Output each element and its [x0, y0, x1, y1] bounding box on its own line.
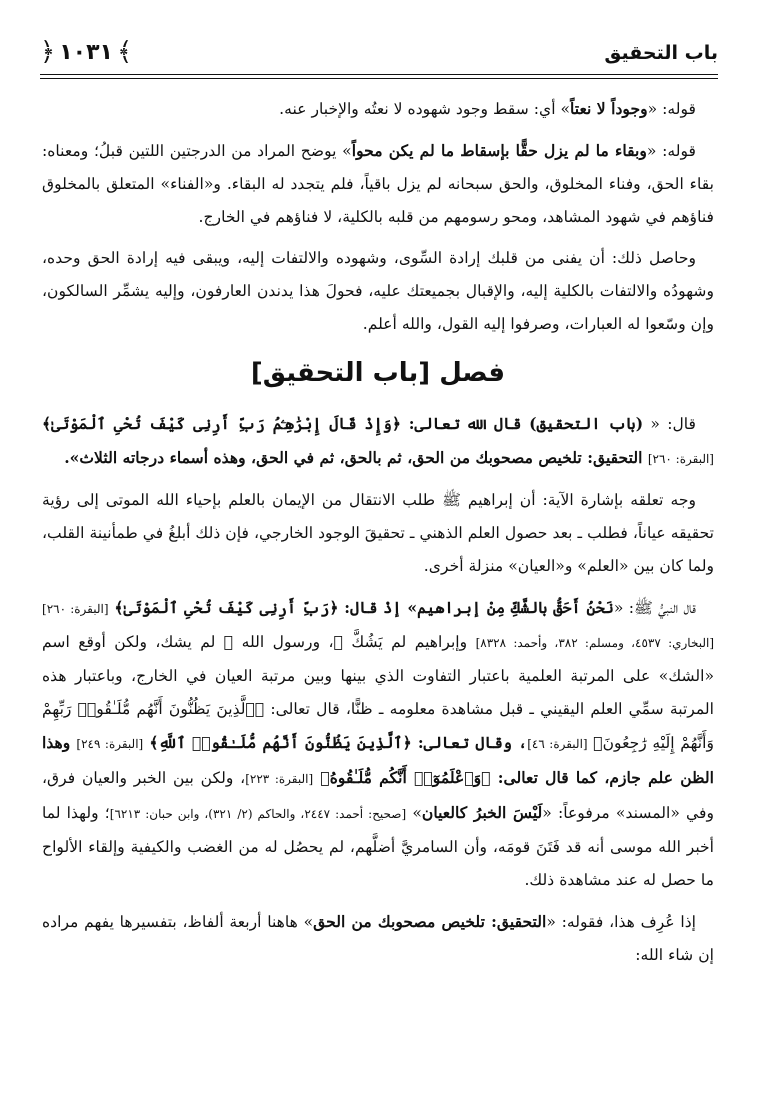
paragraph-2: قوله: «وبقاء ما لم يزل حقًّا بإسقاط ما لم يكن محواً» يوضح المراد من الدرجتين اللتين قبلُ؛ ومعناه: بقاء الحق، وفناء المخلوق، والحق سبحانه لم يزل باقياً، فلم يتجدد له البقاء. و«الفناء» المتعلق بالمخلوق فناؤهم في شهود المشاهد، ومحو رسومهم من قلبه بالكلية، لا فناؤهم في الخارج. — [42, 141, 714, 226]
paragraph-6: قال النبيُّ ﷺ: «نَحْنُ أَحَقُّ بالشَّكِّ مِنْ إبراهيم» إذْ قال: ﴿رَبِّ أَرِنِى كَيْفَ تُحْىِ ٱلْمَوْتَىٰ﴾ [البقرة: ٢٦٠] [البخاري: ٤٥٣٧، ومسلم: ٣٨٢، وأحمد: ٨٣٢٨] وإبراهيم لم يَشُكَّ ﷺ، ورسول الله ﷺ لم يشك، ولكن أوقع اسم «الشك» على المرتبة العلمية باعتبار التفاوت الذي بينها وبين مرتبة العيان في الخارج، وباعتبار هذه المرتبة سمِّي العلم اليقيني ـ قبل مشاهدة معلومه ـ ظنًّا، قال تعالى: ﴿ٱلَّذِينَ يَظُنُّونَ أَنَّهُم مُّلَـٰقُوا۟ رَبِّهِمْ وَأَنَّهُمْ إِلَيْهِ رَٰجِعُونَ﴾ [البقرة: ٤٦]، وقال تعالى: ﴿ٱلَّذِينَ يَظُنُّونَ أَنَّهُم مُّلَـٰقُوا۟ ٱللَّهِ﴾ [البقرة: ٢٤٩] وهذا الظن علم جازم، كما قال تعالى: ﴿وَٱعْلَمُوٓا۟ أَنَّكُم مُّلَـٰقُوهُ﴾ [البقرة: ٢٢٣]، ولكن بين الخبر والعيان فرق، وفي «المسند» مرفوعاً: «لَيْسَ الخبرُ كالعيان» [صحيح: أحمد: ٢٤٤٧، والحاكم (٢/ ٣٢١)، وابن حبان: ٦٢١٣]؛ ولهذا لما أخبر الله موسى أنه قد فَتَنَ قومَه، وأن السامريَّ أضلَّهم، لم يحصُل له من الغضب والكيفية وإلقاء الألواح ما حصل له عند مشاهدة ذلك. — [42, 598, 715, 889]
verse-reference: [البقرة: ٢٦٠] — [647, 452, 714, 466]
header-rule-bottom — [40, 78, 718, 79]
ornament-bracket-left: ﴿ — [40, 37, 56, 67]
page-header — [40, 28, 718, 70]
paragraph-7: إذا عُرِف هذا، فقوله: «التحقيق: تلخيص مصحوبك من الحق» هاهنا أربعة ألفاظ، بتفسيرها يفهم مراده إن شاء الله: — [42, 912, 714, 964]
paragraph-5: وجه تعلقه بإشارة الآية: أن إبراهيم ﷺ طلب الانتقال من الإيمان بالعلم بإحياء الله الموتى إلى رؤية تحقيقه عياناً، فطلب ـ بعد حصول العلم الذهني ـ تحقيقَ الوجود الخارجي، فإن ذلك أبلغُ في طمأنينة القلب، ولما كان بين «العلم» و«العيان» منزلة أخرى. — [42, 491, 714, 575]
ornament-bracket-right: ﴾ — [116, 37, 133, 67]
paragraph-4: قال: « (باب التحقيق) قال الله تعالى: ﴿وَإِذْ قَالَ إِبْرَٰهِـۧمُ رَبِّ أَرِنِى كَيْفَ تُحْىِ ٱلْمَوْتَىٰ﴾ [البقرة: ٢٦٠] التحقيق: تلخيص مصحوبك من الحق، ثم بالحق، ثم في الحق، وهذه أسماء درجاته الثلاث». — [42, 414, 714, 467]
page-number-value: ١٠٣١ — [59, 39, 113, 65]
page-body — [42, 92, 714, 980]
running-title: باب التحقيق — [604, 42, 718, 64]
header-rule-top — [40, 74, 718, 75]
section-heading: فصل [باب التحقيق] — [250, 358, 506, 388]
hadith-reference: [البقرة: ٢٦٠] [البخاري: ٤٥٣٧، ومسلم: ٣٨٢، وأحمد: ٨٣٢٨] — [42, 602, 714, 650]
paragraph-1: قوله: «وجوداً لا نعتاً» أي: سقط وجود شهوده لا نعتُه والإخبار عنه. — [279, 99, 696, 118]
paragraph-3: وحاصل ذلك: أن يفنى من قلبك إرادة السِّوى، وشهوده والالتفات إليه، ويبقى فيه إرادة الحق وحده، وشهودُه والالتفات بالكلية إليه، والإقبال بجميعتك عليه، فحولَ هذا يدندن العارفون، وإليه يشمِّر السالكون، وإن وسّعوا له العبارات، وصرفوا إليه القول، والله أعلم. — [42, 249, 714, 333]
page-number — [40, 37, 132, 70]
quran-verse: ﴿وَإِذْ قَالَ إِبْرَٰهِـۧمُ رَبِّ أَرِنِى كَيْفَ تُحْىِ ٱلْمَوْتَىٰ﴾ — [42, 414, 409, 433]
